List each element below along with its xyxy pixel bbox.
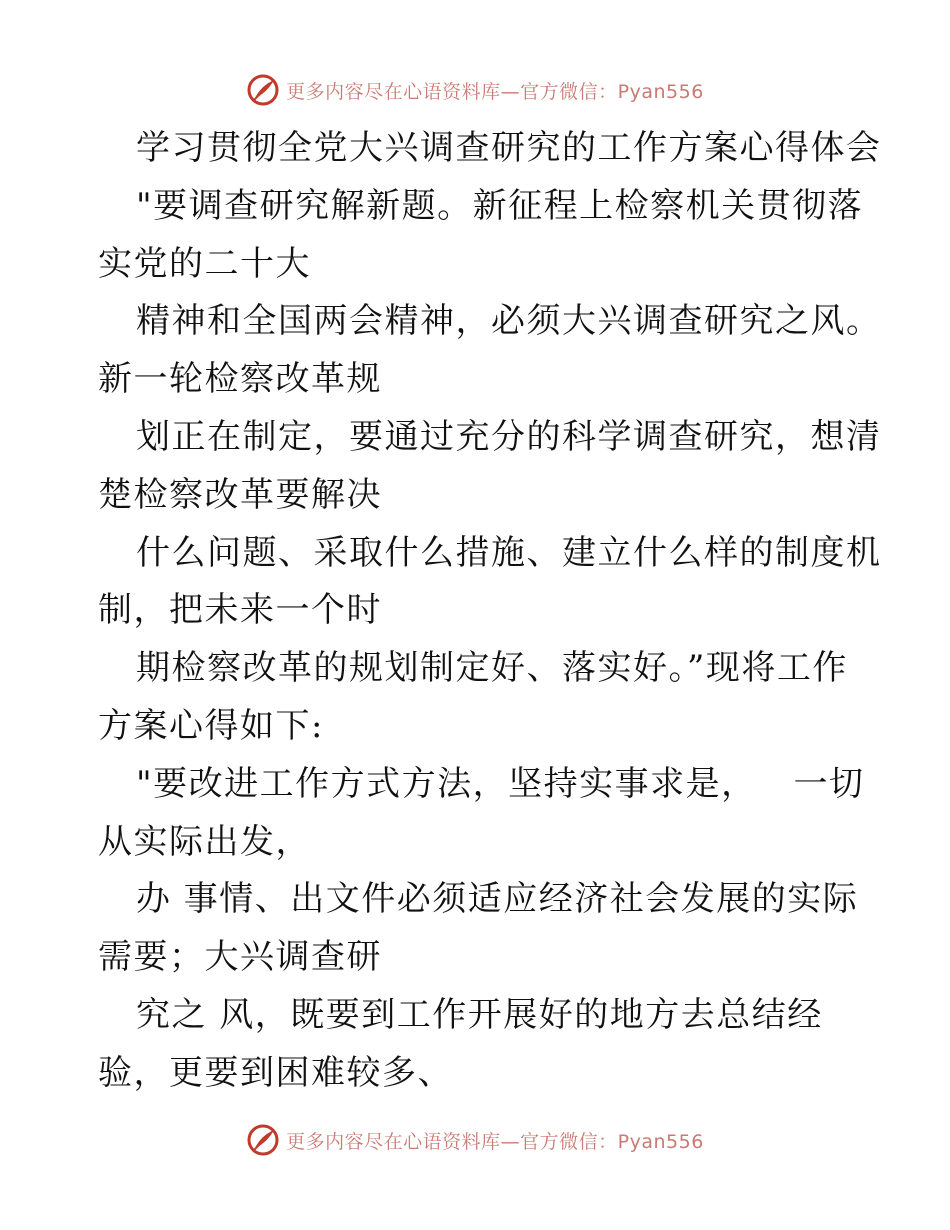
paragraph-line: 验，更要到困难较多、: [98, 1052, 453, 1093]
paragraph-line: 期检察改革的规划制定好、落实好。”现将工作: [136, 648, 848, 689]
paragraph-line: "要调查研究解新题。新征程上检察机关贯彻落: [136, 185, 864, 226]
paragraph-line: 精神和全国两会精神，必须大兴调查研究之风。: [136, 301, 882, 342]
paragraph-line: 新一轮检察改革规: [98, 359, 382, 400]
feather-pen-logo-icon: [246, 73, 280, 107]
paragraph-line: "要改进工作方式方法，坚持实事求是， 一切: [136, 763, 865, 804]
paragraph-line: 什么问题、采取什么措施、建立什么样的制度机: [136, 532, 882, 573]
watermark-text: 更多内容尽在心语资料库—官方微信：Pyan556: [286, 80, 704, 103]
paragraph-line: 需要；大兴调查研: [98, 937, 382, 978]
document-body: [98, 120, 882, 1103]
paragraph-line: 办 事情、出文件必须适应经济社会发展的实际: [136, 879, 859, 920]
paragraph-line: 划正在制定，要通过充分的科学调查研究，想清: [136, 416, 882, 457]
paragraph-line: 从实际出发，: [98, 821, 311, 862]
paragraph-line: 制，把未来一个时: [98, 590, 382, 631]
paragraph-line: 实党的二十大: [98, 243, 311, 284]
paragraph-line: 究之 风，既要到工作开展好的地方去总结经: [136, 994, 823, 1035]
footer-watermark-banner: [0, 1120, 950, 1160]
header-watermark-banner: [0, 70, 950, 110]
paragraph-line: 楚检察改革要解决: [98, 474, 382, 515]
watermark-text: 更多内容尽在心语资料库—官方微信：Pyan556: [286, 1130, 704, 1153]
feather-pen-logo-icon: [246, 1123, 280, 1157]
document-title: 学习贯彻全党大兴调查研究的工作方案心得体会: [136, 128, 882, 168]
paragraph-line: 方案心得如下:: [98, 705, 324, 746]
